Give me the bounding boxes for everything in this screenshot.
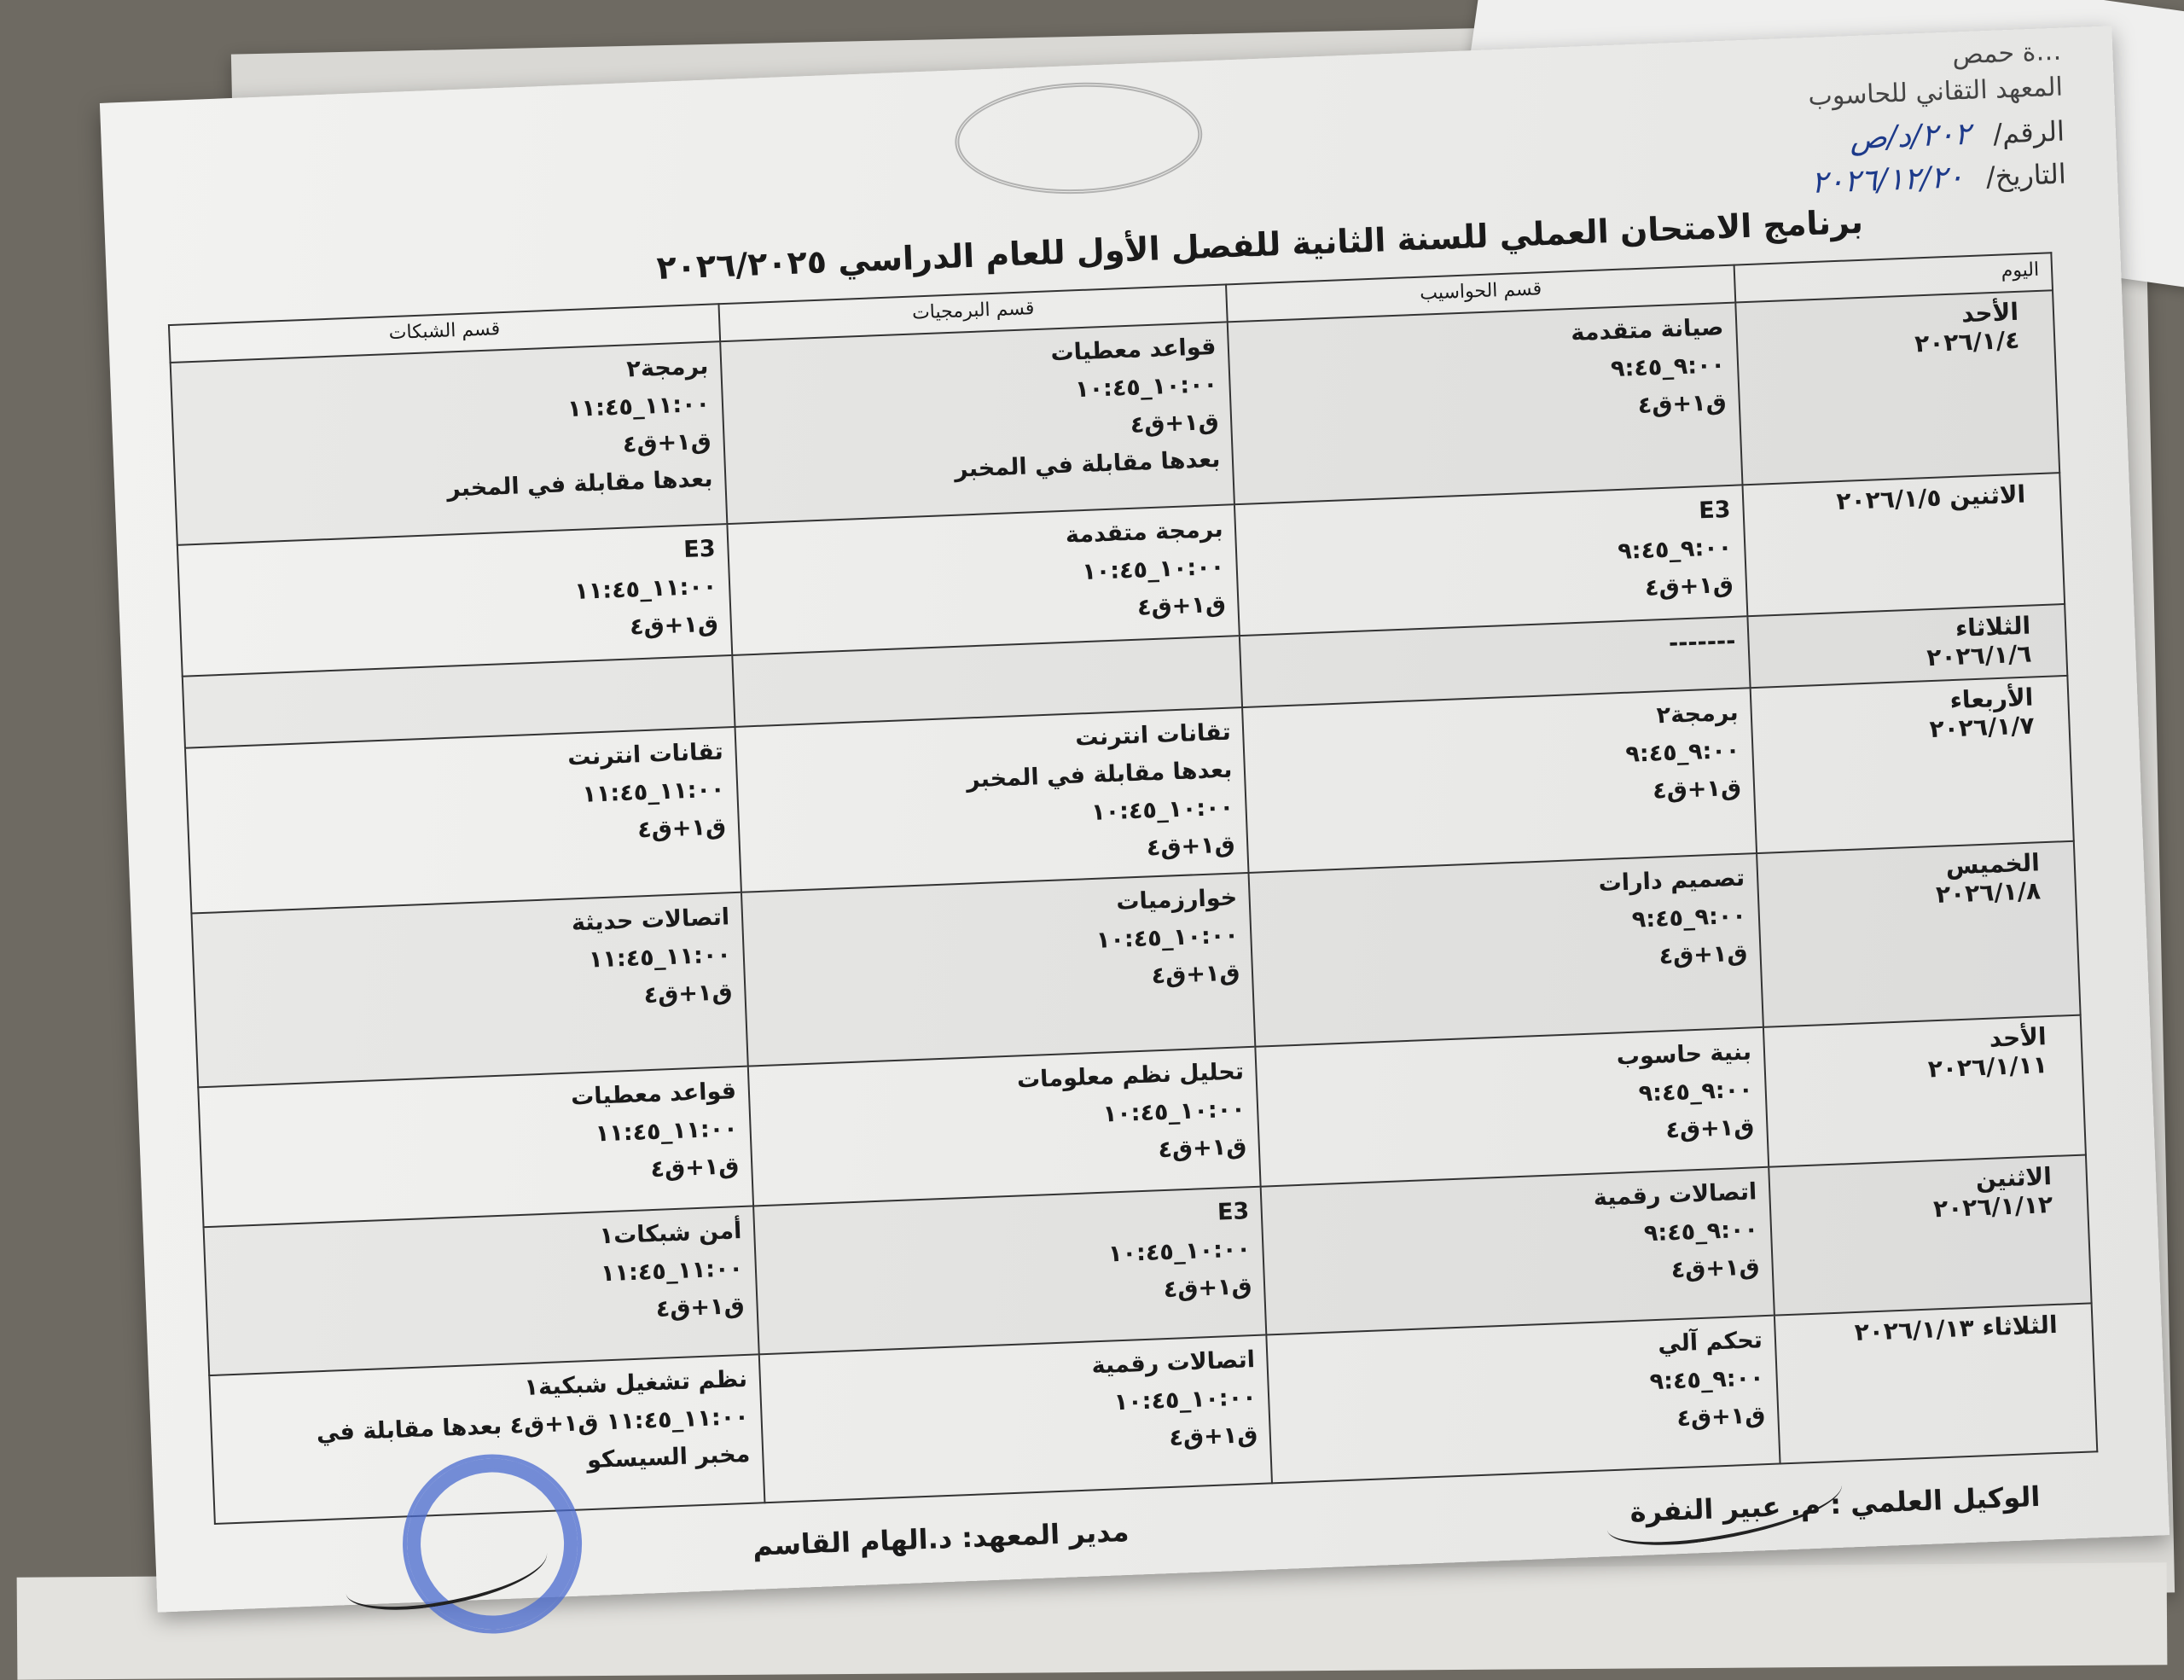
cell-line: ١٠:٠٠_١٠:٤٥ [1090, 793, 1234, 826]
cell-line: ق١+ق٤ [1644, 571, 1734, 602]
day-cell [1751, 676, 2074, 853]
cell-line: E3 [1698, 496, 1732, 525]
cell-line: ق١+ق٤ [636, 813, 727, 844]
cell-line: ١١:٠٠_١١:٤٥ ق١+ق٤ بعدها مقابلة في [316, 1403, 750, 1447]
computers-cell [1267, 1316, 1780, 1484]
cell-line: الاثنين [1975, 1162, 2053, 1194]
cell-line: اتصالات رقمية [1090, 1346, 1256, 1380]
cell-line: خوارزميات [1115, 884, 1238, 916]
cell-line: ق١+ق٤ [1168, 1421, 1258, 1451]
cell-line: تقانات انترنت [566, 738, 724, 771]
cell-line: تصميم دارات [1598, 864, 1745, 898]
day-cell [1742, 473, 2065, 616]
exam-schedule-sheet [100, 26, 2169, 1612]
cell-line: تحليل نظم معلومات [1016, 1058, 1245, 1094]
reference-label: الرقم/ [1992, 114, 2065, 150]
cell-line: ١١:٠٠_١١:٤٥ [600, 1255, 744, 1288]
cell-line: الأحد [1960, 297, 2019, 328]
cell-line: ٢٠٢٦/١/٦ [1926, 639, 2032, 672]
cell-line: ١٠:٠٠_١٠:٤٥ [1074, 370, 1218, 404]
director-signature-line: مدير المعهد: د.الهام القاسم [752, 1514, 1130, 1562]
cell-line: ق١+ق٤ [643, 979, 734, 1009]
cell-line: ٢٠٢٦/١/٧ [1929, 711, 2036, 744]
cell-line: ٩:٠٠_٩:٤٥ [1631, 902, 1747, 933]
header-networks: قسم الشبكات [169, 304, 720, 363]
cell-line: ٩:٠٠_٩:٤٥ [1617, 533, 1733, 566]
embossed-seal-icon [953, 78, 1205, 198]
day-cell [1774, 1303, 2098, 1463]
cell-line: نظم تشغيل شبكية١ [523, 1365, 748, 1401]
cell-line: الأربعاء [1949, 683, 2034, 715]
cell-line: تحكم آلي [1657, 1327, 1763, 1357]
scientific-deputy-signature-line: الوكيل العلمي : م. عبير النفرة [1629, 1479, 2041, 1529]
institute-city-line: …ة حمص [1951, 36, 2062, 71]
cell-line: ق١+ق٤ [655, 1292, 746, 1322]
cell-line: برمجة٢ [625, 352, 709, 383]
cell-line: ٩:٠٠_٩:٤٥ [1624, 736, 1740, 768]
schedule-title-text: برنامج الامتحان العملي للسنة الثانية للفصل الأول للعام الدراسي ٢٠٢٦/٢٠٢٥ [655, 202, 1864, 288]
cell-line: ٩:٠٠_٩:٤٥ [1643, 1216, 1759, 1247]
cell-line: ق١+ق٤ [1136, 590, 1227, 621]
networks-cell [171, 341, 728, 545]
cell-line: ٩:٠٠_٩:٤٥ [1649, 1364, 1765, 1396]
computers-cell [1256, 1027, 1769, 1187]
cell-line: ٩:٠٠_٩:٤٥ [1638, 1076, 1754, 1107]
cell-line: تقانات انترنت [1074, 718, 1232, 752]
cell-line: ------- [1668, 627, 1736, 657]
software-cell [735, 707, 1249, 892]
day-cell [1757, 841, 2081, 1027]
cell-line: بعدها مقابلة في المخبر [966, 756, 1233, 793]
reference-number [1850, 113, 2065, 157]
cell-line: E3 [682, 535, 717, 564]
day-cell [1769, 1154, 2092, 1315]
cell-line: ٩:٠٠_٩:٤٥ [1610, 352, 1726, 383]
cell-line: الثلاثاء ٢٠٢٦/١/١٣ [1854, 1310, 2059, 1347]
header-computers: قسم الحواسيب [1226, 265, 1735, 323]
computers-cell [1234, 485, 1747, 636]
cell-line: ق١+ق٤ [622, 427, 712, 458]
networks-cell [204, 1206, 759, 1375]
computers-cell [1228, 303, 1742, 505]
cell-line: ١١:٠٠_١١:٤٥ [566, 390, 711, 423]
cell-line: ١٠:٠٠_١٠:٤٥ [1113, 1384, 1258, 1416]
cell-line: ١٠:٠٠_١٠:٤٥ [1102, 1096, 1246, 1128]
cell-line: ١١:٠٠_١١:٤٥ [595, 1115, 739, 1148]
networks-cell [198, 1067, 753, 1228]
cell-line: ١١:٠٠_١١:٤٥ [581, 776, 725, 808]
cell-line: ق١+ق٤ [1658, 939, 1749, 970]
networks-cell [191, 892, 747, 1088]
cell-line: الأحد [1989, 1022, 2048, 1053]
cell-line: ١٠:٠٠_١٠:٤٥ [1095, 921, 1240, 954]
cell-line: ق١+ق٤ [1652, 774, 1742, 805]
cell-line: مخبر السيسكو [586, 1440, 751, 1474]
cell-line: ٢٠٢٦/١/٨ [1935, 876, 2042, 910]
date-value: ٢٠٢٦/١٢/٢٠ [1810, 160, 1965, 201]
cell-line: اتصالات رقمية [1593, 1178, 1757, 1212]
day-cell [1735, 290, 2059, 485]
cell-line: بعدها مقابلة في المخبر [954, 445, 1221, 483]
cell-line: صيانة متقدمة [1570, 314, 1724, 346]
cell-line: بعدها مقابلة في المخبر [446, 465, 713, 503]
cell-line: ق١+ق٤ [1676, 1402, 1766, 1433]
cell-line: الاثنين ٢٠٢٦/١/٥ [1835, 480, 2026, 516]
computers-cell [1249, 853, 1763, 1047]
document-date [1810, 156, 2066, 201]
exam-schedule-table [168, 252, 2098, 1525]
software-cell [727, 504, 1240, 655]
cell-line: ١١:٠٠_١١:٤٥ [573, 573, 717, 605]
cell-line: ١٠:٠٠_١٠:٤٥ [1081, 553, 1225, 586]
computers-cell [1243, 688, 1757, 873]
software-cell [748, 1047, 1261, 1206]
software-cell [720, 322, 1234, 524]
cell-line: برمجة٢ [1656, 699, 1740, 730]
cell-line: ٢٠٢٦/١/١٢ [1932, 1190, 2053, 1224]
cell-line: ق١+ق٤ [629, 610, 719, 641]
cell-line: ق١+ق٤ [1664, 1113, 1755, 1144]
header-software: قسم البرمجيات [719, 284, 1228, 341]
cell-line: ق١+ق٤ [649, 1153, 740, 1183]
computers-cell [1261, 1167, 1774, 1335]
day-cell [1747, 604, 2067, 688]
cell-line: الخميس [1945, 848, 2041, 881]
cell-line: ق١+ق٤ [1130, 408, 1220, 439]
cell-line: ٢٠٢٦/١/١١ [1927, 1050, 2048, 1084]
networks-cell [185, 727, 741, 914]
cell-line: ق١+ق٤ [1151, 959, 1241, 990]
cell-line: قواعد معطيات [570, 1078, 737, 1111]
networks-cell [177, 524, 732, 677]
cell-line: قواعد معطيات [1049, 333, 1217, 367]
cell-line: اتصالات حديثة [571, 904, 730, 937]
date-label: التاريخ/ [1985, 157, 2067, 194]
reference-value: ٢٠٢/د/ص [1849, 116, 1972, 157]
cell-line: E3 [1217, 1198, 1250, 1226]
cell-line: ق١+ق٤ [1670, 1253, 1761, 1284]
cell-line: ٢٠٢٦/١/٤ [1914, 325, 2020, 358]
day-cell [1763, 1015, 2086, 1167]
software-cell [759, 1335, 1273, 1503]
cell-line: ق١+ق٤ [1637, 389, 1728, 419]
software-cell [741, 873, 1256, 1067]
cell-line: ١١:٠٠_١١:٤٥ [588, 941, 732, 974]
cell-line: الثلاثاء [1955, 611, 2031, 642]
cell-line: بنية حاسوب [1616, 1038, 1752, 1071]
cell-line: ق١+ق٤ [1157, 1133, 1247, 1164]
header-day: اليوم [1734, 253, 2053, 302]
cell-line: برمجة متقدمة [1065, 515, 1224, 549]
software-cell [753, 1187, 1267, 1355]
institute-name: المعهد التقاني للحاسوب [1807, 72, 2064, 113]
cell-line: ١٠:٠٠_١٠:٤٥ [1107, 1235, 1252, 1268]
cell-line: ق١+ق٤ [1163, 1273, 1253, 1304]
cell-line: ق١+ق٤ [1146, 831, 1236, 862]
cell-line: أمن شبكات١ [599, 1218, 742, 1250]
